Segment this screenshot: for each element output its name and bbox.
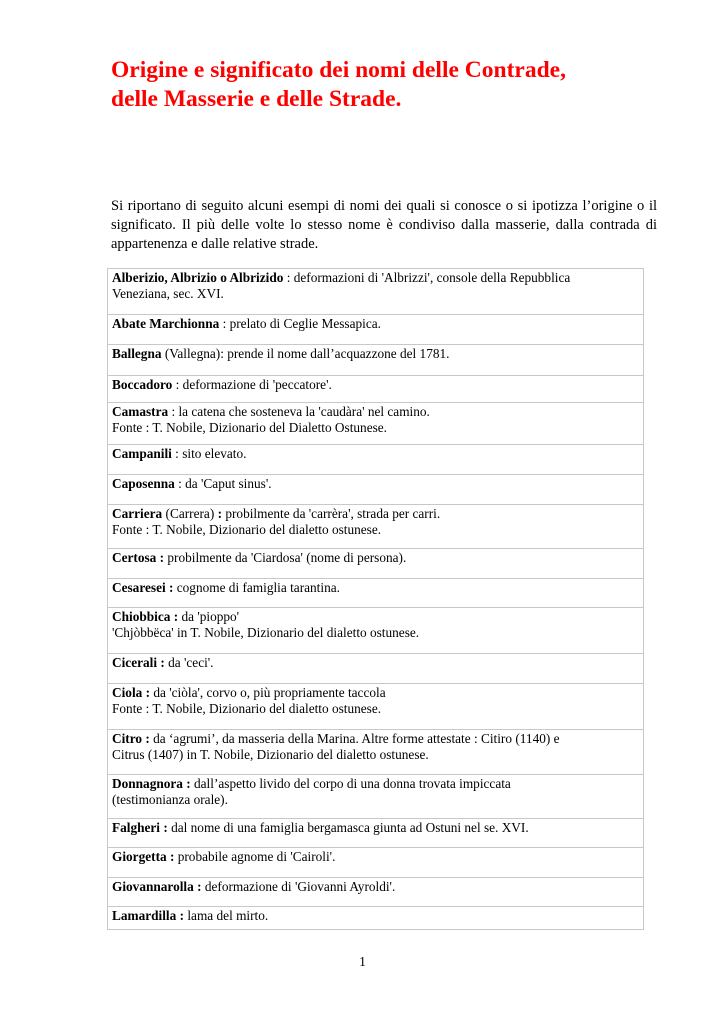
entry-term: Boccadoro — [112, 377, 173, 392]
table-row — [108, 608, 643, 654]
entry-term: Falgheri : — [112, 820, 168, 835]
entry-term: Giorgetta : — [112, 849, 175, 864]
entry-text: da 'pioppo' — [178, 609, 240, 624]
entry-text: probabile agnome di 'Cairoli'. — [174, 849, 336, 864]
table-row — [108, 445, 643, 475]
entry-text: : da 'Caput sinus'. — [174, 476, 272, 491]
table-row — [108, 345, 643, 376]
entry-term: Ballegna — [112, 346, 162, 361]
table-row — [108, 269, 643, 315]
entry-term: Donnagnora : — [112, 776, 191, 791]
table-row — [108, 579, 643, 608]
entry-term-colon: : — [217, 506, 223, 521]
table-row — [108, 907, 643, 929]
entry-term: Caposenna — [112, 476, 175, 491]
entry-text: deformazione di 'Giovanni Ayroldi'. — [201, 879, 396, 894]
table-row — [108, 475, 643, 505]
entry-text: da ‘agrumi’, da masseria della Marina. Altre forme attestate : Citiro (1140) e — [149, 731, 560, 746]
entry-text: lama del mirto. — [184, 908, 269, 923]
entry-text: probilmente da 'carrèra', strada per carri. — [222, 506, 441, 521]
table-row — [108, 730, 643, 775]
entry-term: Cicerali : — [112, 655, 165, 670]
entry-text: (Vallegna): prende il nome dall’acquazzone del 1781. — [161, 346, 450, 361]
entry-text: : deformazione di 'peccatore'. — [172, 377, 332, 392]
entry-term: Chiobbica : — [112, 609, 179, 624]
entry-text: da 'ceci'. — [164, 655, 214, 670]
table-row — [108, 654, 643, 684]
entry-term: Carriera — [112, 506, 163, 521]
title-line-1: Origine e significato dei nomi delle Contrade, — [111, 57, 566, 83]
table-row — [108, 684, 643, 730]
entry-text: dal nome di una famiglia bergamasca giunta ad Ostuni nel se. XVI. — [167, 820, 529, 835]
entry-text: : sito elevato. — [171, 446, 247, 461]
table-row — [108, 878, 643, 907]
entry-term: Abate Marchionna — [112, 316, 220, 331]
entry-term: Cesaresei : — [112, 580, 174, 595]
entry-term: Camastra — [112, 404, 169, 419]
table-row — [108, 403, 643, 445]
table-row — [108, 505, 643, 549]
entry-text: da 'ciòla', corvo o, più propriamente taccola — [150, 685, 386, 700]
entry-term: Lamardilla : — [112, 908, 185, 923]
intro-paragraph: Si riportano di seguito alcuni esempi di nomi dei quali si conosce o si ipotizza l’origine o il significato. Il più delle volte lo stesso nome è condiviso dalla masserie, dalla contrada di appartenenza e dalle relative strade. — [111, 198, 657, 252]
entry-text: : deformazioni di 'Albrizzi', console della Repubblica — [283, 270, 571, 285]
page-number: 1 — [359, 954, 366, 969]
entry-text-line-2: Fonte : T. Nobile, Dizionario del Dialetto Ostunese. — [112, 419, 387, 435]
entry-term: Citro : — [112, 731, 150, 746]
table-row — [108, 775, 643, 819]
table-row — [108, 549, 643, 579]
table-row — [108, 819, 643, 848]
entry-text-line-2: Fonte : T. Nobile, Dizionario del dialetto ostunese. — [112, 700, 382, 716]
entry-term: Alberizio, Albrizio o Albrizido — [112, 270, 284, 285]
entry-term: Campanili — [112, 446, 172, 461]
entry-text-line-2: (testimonianza orale). — [112, 791, 228, 807]
entry-text: : la catena che sosteneva la 'caudàra' nel camino. — [168, 404, 430, 419]
entry-text-line-2: Fonte : T. Nobile, Dizionario del dialetto ostunese. — [112, 521, 382, 537]
entry-text: : prelato di Ceglie Messapica. — [219, 316, 381, 331]
entries-table — [107, 268, 644, 930]
table-row — [108, 376, 643, 403]
table-row — [108, 315, 643, 345]
entry-text: cognome di famiglia tarantina. — [173, 580, 340, 595]
entry-text-line-2: Citrus (1407) in T. Nobile, Dizionario del dialetto ostunese. — [112, 746, 429, 762]
table-row — [108, 848, 643, 878]
entry-term: Giovannarolla : — [112, 879, 202, 894]
entry-text: probilmente da 'Ciardosa' (nome di persona). — [164, 550, 407, 565]
entry-text: dall’aspetto livido del corpo di una donna trovata impiccata — [190, 776, 511, 791]
entry-text-line-2: 'Chjòbbëca' in T. Nobile, Dizionario del dialetto ostunese. — [112, 624, 420, 640]
document-title — [111, 56, 671, 114]
entry-term: Certosa : — [112, 550, 165, 565]
entry-text: (Carrera) — [162, 506, 218, 521]
entry-term: Ciola : — [112, 685, 151, 700]
title-line-2: delle Masserie e delle Strade. — [111, 86, 402, 112]
entry-text-line-2: Veneziana, sec. XVI. — [112, 285, 224, 301]
